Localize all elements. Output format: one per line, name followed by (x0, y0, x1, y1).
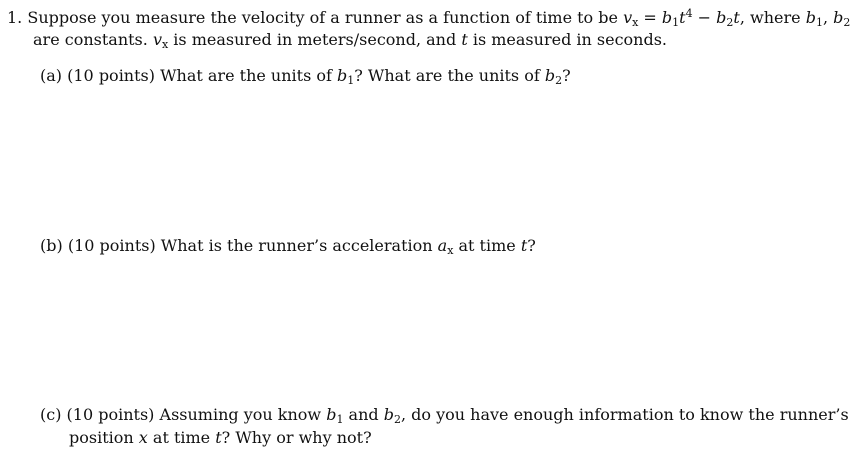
part-b (40, 236, 536, 256)
equation-t: t (679, 8, 686, 27)
velocity-symbol-2: v (152, 30, 162, 49)
velocity-symbol: v (623, 8, 633, 27)
intro-text-2a: are constants. (33, 30, 153, 49)
part-a-text-3: ? (562, 66, 571, 85)
constant-b1-subscript: 1 (815, 16, 823, 29)
part-c-position: x (138, 428, 148, 447)
part-a-text-1: What are the units of (155, 66, 338, 85)
equation-b2: − b (692, 8, 727, 27)
part-a-text-2: ? What are the units of (354, 66, 545, 85)
part-b-label: (b) (40, 236, 63, 255)
part-a-b2: b (544, 66, 556, 85)
part-b-time: t (520, 236, 528, 255)
part-a (40, 66, 571, 86)
part-a-points: (10 points) (67, 66, 155, 85)
part-c-b1-subscript: 1 (336, 413, 344, 426)
part-b-points: (10 points) (67, 236, 156, 255)
velocity-subscript: x (632, 16, 639, 29)
intro-text-2c: is measured in seconds. (467, 30, 668, 49)
velocity-subscript-2: x (161, 38, 169, 51)
equation-t2: t (733, 8, 740, 27)
part-a-b1-subscript: 1 (347, 74, 355, 87)
part-c-text-1: Assuming you know (154, 405, 327, 424)
part-c-time: t (215, 428, 222, 447)
equation-b2-subscript: 2 (726, 16, 734, 29)
intro-text-2b: is measured in meters/second, and (168, 30, 462, 49)
equation-b1: = b (638, 8, 673, 27)
part-a-b1: b (337, 66, 348, 85)
equation-b1-subscript: 1 (672, 16, 680, 29)
part-b-text-3: ? (527, 236, 536, 255)
part-c-text-4: position (69, 428, 139, 447)
comma-text: , (822, 8, 834, 27)
part-c-b2-subscript: 2 (393, 413, 401, 426)
part-c-points: (10 points) (66, 405, 155, 424)
part-b-text-2: at time (453, 236, 521, 255)
constant-b2-subscript: 2 (843, 16, 850, 29)
part-a-label: (a) (40, 66, 63, 85)
part-c-text-3: , do you have enough information to know the runner’s (400, 405, 849, 424)
part-b-text-1: What is the runner’s acceleration (155, 236, 438, 255)
part-c-text-6: ? Why or why not? (221, 428, 372, 447)
constant-b1: b (805, 8, 816, 27)
part-c-b2: b (383, 405, 394, 424)
intro-text: Suppose you measure the velocity of a runner as a function of time to be (27, 8, 624, 27)
equation-t-power: 4 (685, 7, 693, 20)
part-c-text-5: at time (147, 428, 216, 447)
problem-number: 1. (7, 8, 23, 27)
where-text: , where (739, 8, 806, 27)
time-symbol: t (461, 30, 468, 49)
part-b-acceleration-subscript: x (447, 244, 454, 257)
problem-intro-line-2 (33, 30, 667, 50)
part-c-line-2 (69, 428, 372, 448)
part-c-label: (c) (40, 405, 62, 424)
part-c-line-1 (40, 405, 849, 425)
part-b-acceleration: a (437, 236, 448, 255)
problem-intro-line-1 (7, 7, 850, 29)
part-a-b2-subscript: 2 (555, 74, 563, 87)
constant-b2: b (833, 8, 844, 27)
part-c-b1: b (326, 405, 337, 424)
part-c-text-2: and (343, 405, 384, 424)
